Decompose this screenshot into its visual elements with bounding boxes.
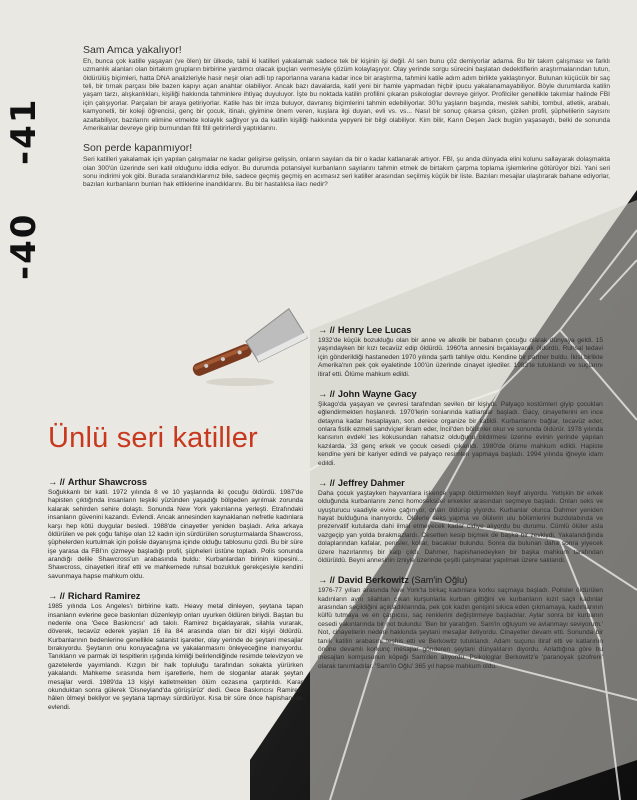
killer-alias: (Sam'in Oğlu) xyxy=(411,575,468,586)
killer-name xyxy=(48,591,303,601)
killer-bio: Daha çocuk yaştayken hayvanlara işkence yapıp öldürmekten keyif alıyordu. Yetişkin bir erkek olduğunda kurbanlarını zenci homoseksüel erkekler arasından seçmeye başladı. Onları seks ve uyuşturucu vaadiyle evine çağırıyor, onları öldürüp yiyordu. Kurbanlar olunca Dahmer yeniden hayat bulduğuna inanıyordu. Ölülerle seks yapma ve ölülerin ulu bölümlerini buzdolabında ve prezervatif kutularda dahi ilmal etmeyecek kadar cidiye alıyordu bu durumu. Cümlü ölüler asla vazgeçip yan yolda bırakmazlardı. Cesetten kesip biçmek de başka bir zevkiydi. Yakalandığında dolaplarından kafalar, penisler, kollar, bacaklar bulundu. Sonra da bulunan daha sonra yiyecek üzere hazırlanmış bir kalp çıktı. Dahmer, hapishanedeyken bir başka mahkum tarafından öldürüldü. Beyni annesinin izniyle üzerinde çeşitli çalışmalar yapılmak üzere saklandı. xyxy=(318,489,603,564)
killer-name-text: Arthur Shawcross xyxy=(67,477,147,487)
page-number-right: -41 xyxy=(4,97,44,165)
killer-name xyxy=(318,389,603,399)
killer-entry xyxy=(318,575,603,671)
killers-right-column xyxy=(318,325,603,681)
killers-left-column xyxy=(48,477,303,722)
killer-name xyxy=(318,325,603,335)
section-title-son-perde: Son perde kapanmıyor! xyxy=(83,142,193,155)
killer-entry xyxy=(318,478,603,565)
double-slash-arrow-icon: → // xyxy=(318,477,335,488)
killer-name xyxy=(48,477,303,487)
double-slash-arrow-icon: → // xyxy=(318,325,335,335)
intro-text xyxy=(83,44,610,199)
double-slash-arrow-icon: → // xyxy=(318,388,335,399)
killer-entry xyxy=(48,477,303,581)
killer-entry xyxy=(318,325,603,379)
killer-entry xyxy=(318,389,603,468)
double-slash-arrow-icon: → // xyxy=(48,477,65,487)
killer-name xyxy=(318,478,603,488)
double-slash-arrow-icon: → // xyxy=(318,575,335,586)
killer-bio: Soğukkanlı bir katil. 1972 yılında 8 ve 10 yaşlarında iki çocuğu öldürdü. 1987'de hapisten çıktığında insanların teşkiki yüzünden yaşadığı bölgeden ayrılmak zorunda kalarak sehirden sehire dolaştı. Sonunda New York yakınlarına yerleşti. Etrafındaki insanların güvenini kazandı. Evlendi. Ancak annesinden kaynaklanan nefretle kadınlara karşı hep kötü duygular besledi. 1988'de cinayetler yeniden başladı. Arka arkaya öldürülen ve pek çoğu fahişe olan 12 kadın için sürdürülen soruşturmalarda Shawcross, şüphelerden kurtulmak için polisle dayanışma içinde olduğu tablosunu çizdi. Bu bir süre işe yarasa da FBI'ın çizmeye başladığı profil, şüpheleri üstüne topladı. Polis sonunda arandığı delile Shawcross'un arabasında buldu: Kurbanlardan birinin küpesini... Shawcross, cinayetleri itiraf etti ve mahkemede ruhsal bozukluk gerekçesiyle kendini savunmaya hapse mahkum oldu. xyxy=(48,489,303,580)
page-number-left: -40 xyxy=(4,212,44,280)
main-title: Ünlü seri katiller xyxy=(48,422,258,454)
killer-bio: 1932'de küçük bozukluğu olan bir anne ve alkolik bir babanın çocuğu olarak dünyaya geldi. 15 yaşındayken bir kızı tecavüz edip öldürdü. 1960'ta annesini bıçaklayarak öldürdü. Ruhsal tedavi için gönderildiği hastaneden 1970 yılında şartlı tahliye oldu. Kendine bir partner buldu. İkisi birlikte Amerika'nın pek çok eyaletinde 100'ün üzerinde cinayet işlediler. 1983'te tutuklandı ve suçlarını itiraf etti. Ölüme mahkum edildi. xyxy=(318,337,603,378)
killer-name xyxy=(318,575,603,585)
section-body-son-perde: Seri katilleri yakalamak için yapılan çalışmalar ne kadar gelişirse gelişsin, onların sayıları da bir o kadar katlanarak artıyor. FBI, şu anda dünyada elini kolunu sallayarak dolaşmakta olan 300'ün üzerinde seri katil olduğunu iddia ediyor. Bu durumda potansiyel kurbanların sayılarını tahmin etmek de birtakım çarpma toplama işlemlerine götürüyor bizi. Yani seri sonu indirimi yok gibi. Burada sıralandıklarımız bile, sadece geçmiş geçmiş en acımasız seri katiller arasından seçilmiş küçük bir liste. Bazıları mesajlar ulaştırarak bahane ediyorlar, bazıları kurbanların bunları hak ettiklerine inandıklarını. Bu bir hastalıksa ilacı nedir? xyxy=(83,156,610,189)
killer-bio: Şikago'da yaşayan ve çevresi tarafından sevilen bir kişiydi. Palyaço kostümleri giyip çocukları eğlendirmekten hoşlanırdı. 1970'lerin sonlarında katliamlar başladı. Gacy, cinayetlerini en ince detayına kadar hesaplayan, son derece organize bir katildi. Kurbanlarını bağlar, tecavüz eder, onlara fistik ezmeli sandviçler ikram eder, İncil'den bölümler okur ve sonunda öldürür. 1978 yılında karısının evdeki tes kokusundan rahatsız olduğunu bildirmesi üzerine evinin yerinde yapılan kazılarda, 33 genç erkek ve çocuk cesedi çıkarıldı. 1980'de ölüme mahkum edildi. Hapiste kendine yeni bir kariyer edindi ve palyaço resimleri yapmaya başladı. 1994 yılında iğneyle idam edildi. xyxy=(318,400,603,467)
killer-bio: 1976-77 yılları arasında New York'ta birkaç kadınlara korku saçmaya başladı. Polisler öldürülen kadınların aynı silahtan çıkan kurşunlarla kurban gittiğini ve kurbanların kızıl saçlı kadınlar arasından seçildiğini açıkladıklarında, pek çok kadın genişini sıkıca eden çıkmamaya, kadınlarının külfü tutmaya ve en çarpıcısı, saç renklerini değiştirmeye başladılar. Aylar sonra bir kurbanın cesedi yakınlarında bir not bulundu: 'Ben bir yaratığım. Sam'in oğluyum ve avlanmayı seviyorum.' Not, cinayetlerin nedeni hakkında şeytani mesajlar iletiyordu. Cinayetler devam etti. Sonunda bir tanık katilin arabasını teşhis etti ve Berkowitz tutuklandı. Adam suçunu itiraf etti ve katlarının önüne devamlı korkunç mesajlar gönderen şeytani dünyalıların diyordu. Anlattığına göre bu mesajları komşusunun köpeği Sam'den alıyordu. Psikologlar Berkowitz'e 'paranoyak şizofreni' olarak tanımladılar. 'Sam'in Oğlu' 365 yıl hapse mahkum oldu. xyxy=(318,587,603,670)
killer-name-text: Richard Ramirez xyxy=(67,591,141,602)
section-body-sam-amca: Eh, bunca çok katille yaşayan (ve ölen) bir ülkede, tabii ki katilleri yakalamak sadece tek bir kişinin işi değil. Al sen bunu çöz demiyorlar adama. Bu bir takım çalışması ve farklı uzmanlık alanları olan birtakım grupların birbirine yardımcı olacak ipuçları vermesiyle çözüm kolaylaşıyor. Olay yerinde sorgu sürecini başlatan dedektiflerin araştırmalarından tutun, öldürülüş biçimleri, hatta DNA analizleriyle hasir neşir olan adli tıp raporlarına varana kadar ince bir araştırma, tahmini katile adım adım birlikte yaklaştırıyor. Bulunan küçücük bir saç teli, bir tırnak parçası bile bazen kapıyı açan anahtar olabiliyor. Ancak bazı davalarda, katil yeni bir hamle yapmadan hiçbir ipucu yakalanamayabiliyor. Böyle durumlarda katilin yaşam tarzı, alışkanlıkları, kişiliği hakkında tahminlere ihtiyaç duyuluyor. İşte bu noktada katilin profilini çıkaran psikologlar devreye giriyor. Profilciler genellikle takımlar halinde FBI için çalışıyorlar. Parçaları bir araya getiriyorlar. Katile has bir imza buluyor, davranış biçimlerini tahmin edebiliyorlar. 30'lu yaşların başında, meslek sahibi, tombul, atletik, arabalı, kamyonetli, bir koleji öğrencisi, genç bir çocuk, itinalı, giyimine önem veren, kuşlara ilgi duyan, evli vs. vs... Nasıl bir sonuç çıkarsa çıksın, çizilen profil, şüphelilerin sayısını azaltabiliyor, bazılarını elimine etmekte kolaylık sağlıyor ya da katilin kişiliği hakkında yepyeni bir bilgi olabiliyor. Kim bilir, Karın Deşen Jack bugün yaşasaydı, belki de sonunda Amerikalılar devreye girip burnundan fitil fitil getirirlerdi yaptıklarını. xyxy=(83,58,610,132)
killer-name-text: David Berkowitz xyxy=(337,575,409,586)
killer-bio: 1985 yılında Los Angeles'ı birbirine kattı. Heavy metal dinleyen, şeytana tapan insanların evlerine gece baskınları düzenleyip onları uyurken öldüren biriydi. Baştan bu nedenle ona 'Gece Baskıncısı' adı takılı. Ramirez bıçaklayarak, silahla vurarak, döverek, tecavüz ederek yaşları 16 ila 84 arasında olan bir dizi kişiyi öldürdü. Kurbanlarının bedenlerine genellikle satanist işaretler, olay yerinde de şeytani mesajlar bırakıyordu. Şeytanın onu koruyacağına ve yakalanmasını önleyeceğine inanıyordu. Tanıkların ve parmak izi tespitlerin ışığında kimliği belirlendiğinde resimde televizyon ve gazetelerde yayımlandı. Kızgın bir halk topluluğu tarafından sokakta yürürken yakalandı. Mahkeme sırasında hem işaretlerle, hem de sloganlar atarak şeytan mesajlar verdi. 1989'da 13 kişiyi katletmekten ölüm cezasına çarptırıldı. Karar okunduktan sonra gülerek 'Disneyland'da görüşürüz' dedi. Gece Baskıncısı Ramirez, hâlen ölmeyi bekliyor ve şeytana tapmayı sürdürüyor. Kısa bir süre önce hapishanede evlendi. xyxy=(48,603,303,711)
page-numbers xyxy=(4,95,50,295)
killer-name-text: John Wayne Gacy xyxy=(337,388,417,399)
section-title-sam-amca: Sam Amca yakalıyor! xyxy=(83,44,182,56)
killer-name-text: Henry Lee Lucas xyxy=(337,325,412,335)
cleaver-icon xyxy=(180,302,310,392)
killer-name-text: Jeffrey Dahmer xyxy=(337,477,405,488)
killer-entry xyxy=(48,591,303,712)
double-slash-arrow-icon: → // xyxy=(48,591,65,602)
